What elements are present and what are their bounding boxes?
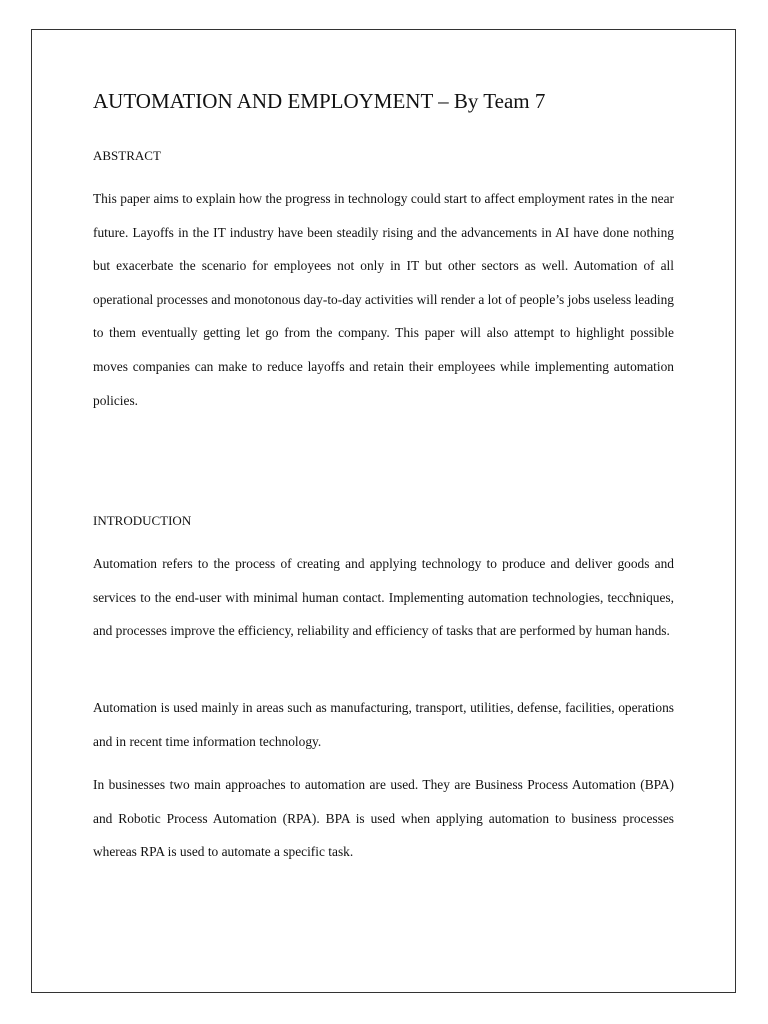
- abstract-paragraph: This paper aims to explain how the progress in technology could start to affect employment rates in the near future. Layoffs in the IT industry have been steadily rising and the advancements in AI have done nothing but exacerbate the scenario for employees not only in IT but other sectors as well. Automation of all operational processes and monotonous day-to-day activities will render a lot of people’s jobs useless leading to them eventually getting let go from the company. This paper will also attempt to highlight possible moves companies can make to reduce layoffs and retain their employees while implementing automation policies.: [93, 191, 674, 408]
- introduction-heading: INTRODUCTION: [93, 513, 192, 528]
- document-title: AUTOMATION AND EMPLOYMENT – By Team 7: [93, 89, 546, 113]
- introduction-paragraph-1: Automation refers to the process of creating and applying technology to produce and deliver goods and services to the end-user with minimal human contact. Implementing automation technologies, teccħniques, and processes improve the efficiency, reliability and efficiency of tasks that are performed by human hands.: [93, 556, 674, 639]
- abstract-heading: ABSTRACT: [93, 148, 161, 163]
- introduction-paragraph-2: Automation is used mainly in areas such as manufacturing, transport, utilities, defense, facilities, operations and in recent time information technology.: [93, 700, 674, 749]
- introduction-paragraph-3: In businesses two main approaches to automation are used. They are Business Process Automation (BPA) and Robotic Process Automation (RPA). BPA is used when applying automation to business processes whereas RPA is used to automate a specific task.: [93, 777, 674, 860]
